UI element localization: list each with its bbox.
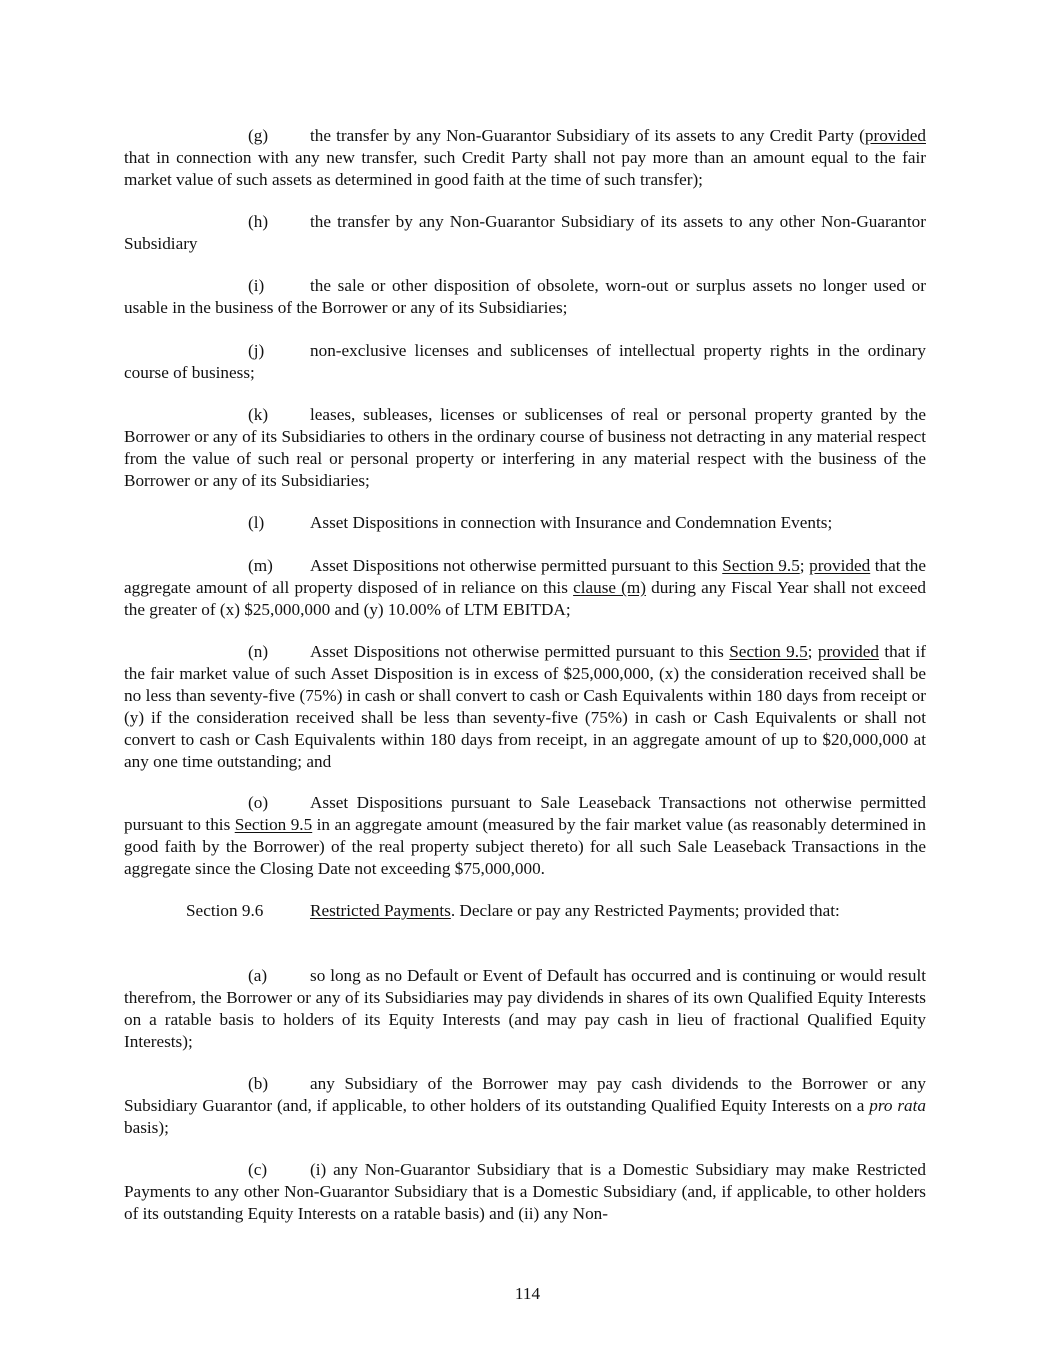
provided-term: provided bbox=[809, 556, 871, 575]
item-label: (j) bbox=[248, 341, 265, 360]
item-c: (c) (i) any Non-Guarantor Subsidiary that is a Domestic Subsidiary may make Restricted Payments to any other Non-Guarantor Subsidiary that is a Domestic Subsidiary (and, if applicable, to other holders of its outstanding Equity Interests on a ratable basis) and (ii) any Non- bbox=[124, 1160, 926, 1223]
section-reference: Section 9.5 bbox=[729, 642, 808, 661]
item-label: (c) bbox=[248, 1160, 268, 1179]
item-j: (j) non-exclusive licenses and sublicenses of intellectual property rights in the ordinary course of business; bbox=[124, 341, 926, 382]
item-o: (o) Asset Dispositions pursuant to Sale Leaseback Transactions not otherwise permitted pursuant to this Section 9.5 in an aggregate amount (measured by the fair market value (as reasonably determined in good faith by the Borrower) of the real property subject thereto) for all such Sale Leaseback Transactions in the aggregate since the Closing Date not exceeding $75,000,000. bbox=[124, 793, 926, 878]
item-label: (g) bbox=[248, 126, 269, 145]
provided-term: provided bbox=[817, 642, 879, 661]
pro-rata-term: pro rata bbox=[869, 1096, 926, 1115]
item-label: (i) bbox=[248, 276, 265, 295]
item-label: (b) bbox=[248, 1074, 269, 1093]
clause-reference: clause (m) bbox=[573, 578, 646, 597]
item-label: (l) bbox=[248, 513, 265, 532]
section-reference: Section 9.5 bbox=[234, 815, 313, 834]
section-intro: . Declare or pay any Restricted Payments; provided that: bbox=[450, 901, 840, 920]
section-number: Section 9.6 bbox=[186, 901, 264, 920]
item-g: (g) the transfer by any Non-Guarantor Subsidiary of its assets to any Credit Party (provided that in connection with any new transfer, such Credit Party shall not pay more than an amount equal to the fair market value of such assets as determined in good faith at the time of such transfer); bbox=[124, 126, 926, 189]
item-b: (b) any Subsidiary of the Borrower may pay cash dividends to the Borrower or any Subsidiary Guarantor (and, if applicable, to other holders of its outstanding Qualified Equity Interests on a pro rata basis); bbox=[124, 1074, 926, 1137]
item-a: (a) so long as no Default or Event of Default has occurred and is continuing or would result therefrom, the Borrower or any of its Subsidiaries may pay dividends in shares of its own Qualified Equity Interests on a ratable basis to holders of its Equity Interests (and may pay cash in lieu of fractional Qualified Equity Interests); bbox=[124, 966, 926, 1051]
section-title: Restricted Payments bbox=[310, 901, 451, 920]
item-label: (k) bbox=[248, 405, 269, 424]
item-l: (l) Asset Dispositions in connection with Insurance and Condemnation Events; bbox=[248, 513, 833, 532]
item-label: (o) bbox=[248, 793, 269, 812]
item-label: (a) bbox=[248, 966, 268, 985]
item-label: (n) bbox=[248, 642, 269, 661]
section-reference: Section 9.5 bbox=[722, 556, 800, 575]
page-number: 114 bbox=[514, 1284, 541, 1303]
item-n: (n) Asset Dispositions not otherwise permitted pursuant to this Section 9.5; provided that if the fair market value of such Asset Disposition is in excess of $25,000,000, (x) the consideration received shall be no less than seventy-five (75%) in cash or shall convert to cash or Cash Equivalents within 180 days from receipt or (y) if the consideration received shall be less than seventy-five (75%) in cash or Cash Equivalents or shall not convert to cash or Cash Equivalents within 180 days from receipt, in an aggregate amount of up to $20,000,000 at any one time outstanding; and bbox=[124, 642, 926, 771]
item-i: (i) the sale or other disposition of obsolete, worn-out or surplus assets no longer used or usable in the business of the Borrower or any of its Subsidiaries; bbox=[124, 276, 926, 317]
provided-term: provided bbox=[864, 126, 926, 145]
item-k: (k) leases, subleases, licenses or sublicenses of real or personal property granted by the Borrower or any of its Subsidiaries to others in the ordinary course of business not detracting in any material respect from the value of such real or personal property or interfering in any material respect with the business of the Borrower or any of its Subsidiaries; bbox=[124, 405, 926, 490]
item-label: (h) bbox=[248, 212, 269, 231]
item-label: (m) bbox=[248, 556, 273, 575]
item-m: (m) Asset Dispositions not otherwise permitted pursuant to this Section 9.5; provided that the aggregate amount of all property disposed of in reliance on this clause (m) during any Fiscal Year shall not exceed the greater of (x) $25,000,000 and (y) 10.00% of LTM EBITDA; bbox=[124, 556, 926, 619]
section-heading bbox=[186, 900, 946, 922]
item-h: (h) the transfer by any Non-Guarantor Subsidiary of its assets to any other Non-Guarantor Subsidiary bbox=[124, 212, 926, 253]
